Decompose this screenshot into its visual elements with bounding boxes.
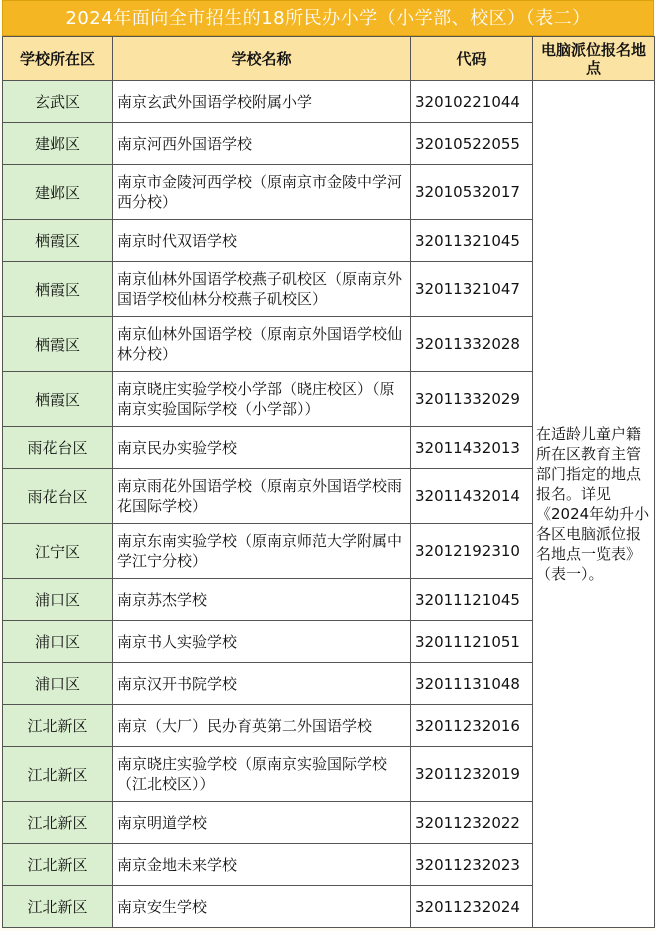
school-name-cell: 南京仙林外国语学校燕子矶校区（原南京外国语学校仙林分校燕子矶校区） <box>113 262 411 317</box>
school-code-cell: 32010522055 <box>411 123 533 165</box>
school-name-cell: 南京安生学校 <box>113 886 411 928</box>
school-name-cell: 南京时代双语学校 <box>113 220 411 262</box>
district-cell: 江宁区 <box>3 524 113 579</box>
school-code-cell: 32011321045 <box>411 220 533 262</box>
table-body <box>3 81 655 928</box>
school-name-cell: 南京晓庄实验学校（原南京实验国际学校（江北校区）） <box>113 747 411 802</box>
table-title: 2024年面向全市招生的18所民办小学（小学部、校区）（表二） <box>2 0 654 36</box>
district-cell: 江北新区 <box>3 844 113 886</box>
school-name-cell: 南京雨花外国语学校（原南京外国语学校雨花国际学校） <box>113 469 411 524</box>
school-name-cell: 南京河西外国语学校 <box>113 123 411 165</box>
district-cell: 建邺区 <box>3 123 113 165</box>
district-cell: 栖霞区 <box>3 220 113 262</box>
district-cell: 江北新区 <box>3 886 113 928</box>
school-code-cell: 32011121045 <box>411 579 533 621</box>
school-name-cell: 南京明道学校 <box>113 802 411 844</box>
district-cell: 浦口区 <box>3 579 113 621</box>
district-cell: 雨花台区 <box>3 427 113 469</box>
school-name-cell: 南京书人实验学校 <box>113 621 411 663</box>
district-cell: 江北新区 <box>3 747 113 802</box>
school-code-cell: 32011232019 <box>411 747 533 802</box>
school-code-cell: 32011131048 <box>411 663 533 705</box>
school-code-cell: 32011432013 <box>411 427 533 469</box>
header-location: 电脑派位报名地点 <box>533 37 655 81</box>
school-name-cell: 南京仙林外国语学校（原南京外国语学校仙林分校） <box>113 317 411 372</box>
district-cell: 雨花台区 <box>3 469 113 524</box>
school-name-cell: 南京苏杰学校 <box>113 579 411 621</box>
school-name-cell: 南京市金陵河西学校（原南京市金陵中学河西分校） <box>113 165 411 220</box>
school-code-cell: 32011332029 <box>411 372 533 427</box>
header-code: 代码 <box>411 37 533 81</box>
header-name: 学校名称 <box>113 37 411 81</box>
district-cell: 江北新区 <box>3 802 113 844</box>
school-code-cell: 32011432014 <box>411 469 533 524</box>
school-code-cell: 32011121051 <box>411 621 533 663</box>
district-cell: 江北新区 <box>3 705 113 747</box>
document <box>2 0 654 928</box>
district-cell: 栖霞区 <box>3 262 113 317</box>
district-cell: 玄武区 <box>3 81 113 123</box>
table-row <box>3 81 655 123</box>
school-code-cell: 32011332028 <box>411 317 533 372</box>
school-code-cell: 32010532017 <box>411 165 533 220</box>
school-name-cell: 南京玄武外国语学校附属小学 <box>113 81 411 123</box>
school-code-cell: 32011232024 <box>411 886 533 928</box>
school-name-cell: 南京金地未来学校 <box>113 844 411 886</box>
district-cell: 浦口区 <box>3 621 113 663</box>
registration-location-note: 在适龄儿童户籍所在区教育主管部门指定的地点报名。详见《2024年幼升小各区电脑派位报名地点一览表》（表一）。 <box>533 81 655 928</box>
school-name-cell: 南京汉开书院学校 <box>113 663 411 705</box>
school-code-cell: 32011321047 <box>411 262 533 317</box>
header-district: 学校所在区 <box>3 37 113 81</box>
school-code-cell: 32010221044 <box>411 81 533 123</box>
header-row <box>3 37 655 81</box>
school-table <box>2 36 655 928</box>
school-name-cell: 南京东南实验学校（原南京师范大学附属中学江宁分校） <box>113 524 411 579</box>
district-cell: 栖霞区 <box>3 317 113 372</box>
school-name-cell: 南京（大厂）民办育英第二外国语学校 <box>113 705 411 747</box>
school-code-cell: 32011232022 <box>411 802 533 844</box>
school-code-cell: 32011232016 <box>411 705 533 747</box>
school-code-cell: 32011232023 <box>411 844 533 886</box>
district-cell: 建邺区 <box>3 165 113 220</box>
school-code-cell: 32012192310 <box>411 524 533 579</box>
district-cell: 浦口区 <box>3 663 113 705</box>
district-cell: 栖霞区 <box>3 372 113 427</box>
school-name-cell: 南京民办实验学校 <box>113 427 411 469</box>
school-name-cell: 南京晓庄实验学校小学部（晓庄校区）（原南京实验国际学校（小学部）） <box>113 372 411 427</box>
